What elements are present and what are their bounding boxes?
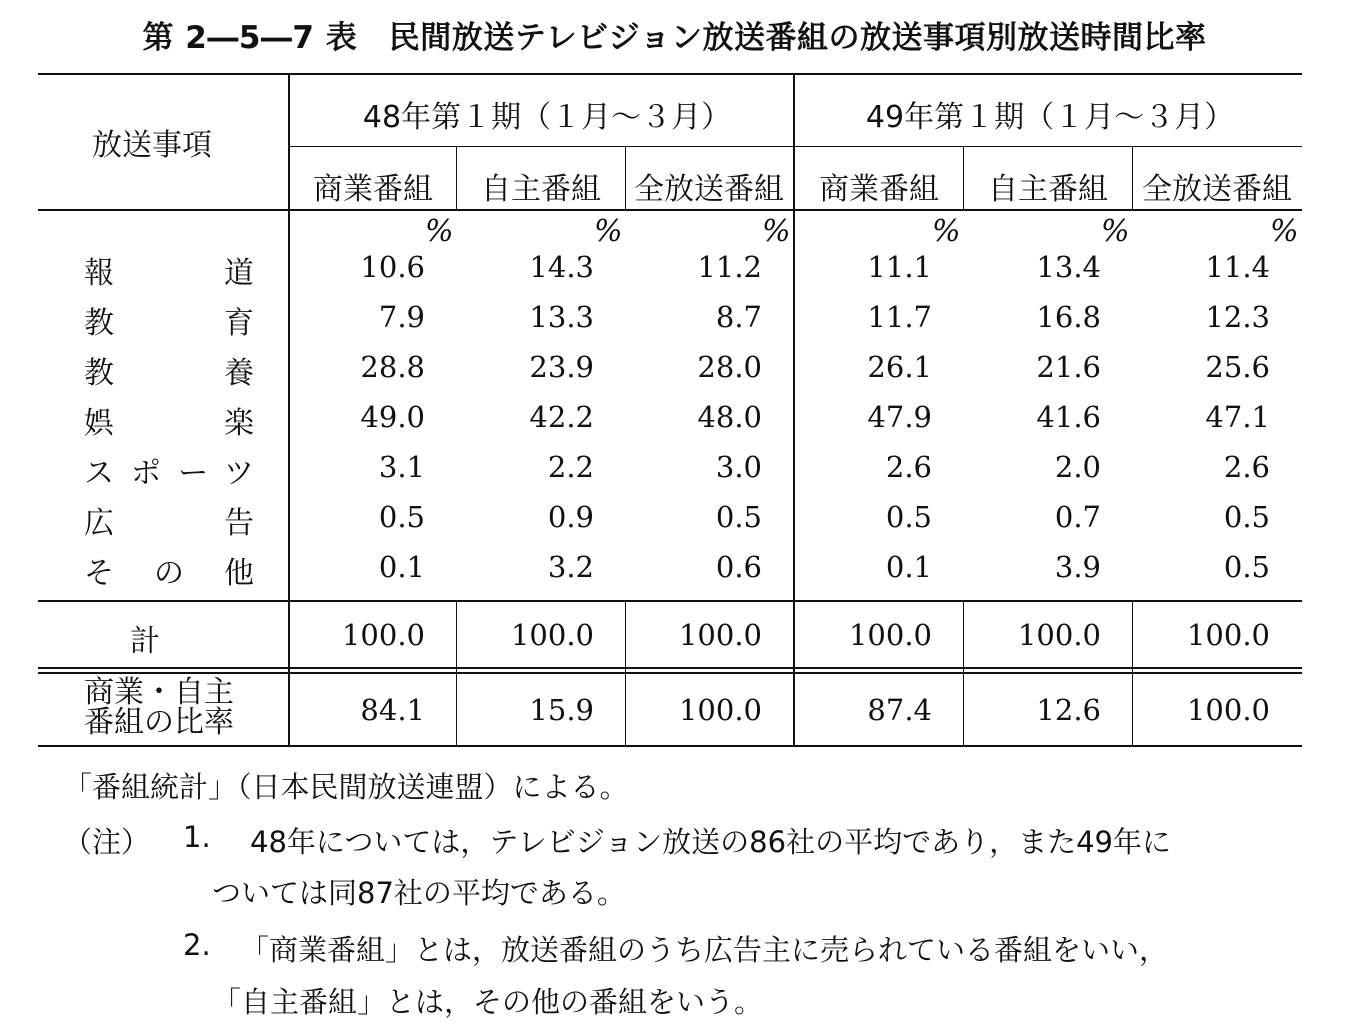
- vrule-c1: [456, 146, 457, 210]
- table-cell: 3.9: [1054, 550, 1101, 584]
- total-cell: 100.0: [1017, 618, 1101, 652]
- vrule-c5: [1132, 146, 1133, 210]
- table-cell: 41.6: [1036, 400, 1101, 434]
- table-cell: 49.0: [360, 400, 425, 434]
- table-cell: 14.3: [529, 250, 594, 284]
- total-cell: 100.0: [848, 618, 932, 652]
- table-cell: 0.6: [715, 550, 762, 584]
- table-cell: 47.9: [867, 400, 932, 434]
- total-cell: 100.0: [1186, 618, 1270, 652]
- sub-header-0: 商業番組: [313, 172, 433, 207]
- table-cell: 21.6: [1036, 350, 1101, 384]
- ratio-label-line1: 商業・自主: [84, 675, 234, 710]
- table-cell: 3.1: [378, 450, 425, 484]
- ratio-cell: 100.0: [1186, 693, 1270, 727]
- period-header-49: 49年第１期（１月～３月）: [865, 100, 1235, 135]
- table-cell: 11.4: [1205, 250, 1270, 284]
- rule-total-bottom-1: [38, 667, 1302, 669]
- table-cell: 0.1: [885, 550, 932, 584]
- table-cell: 48.0: [697, 400, 762, 434]
- table-cell: 0.5: [1223, 550, 1270, 584]
- rule-total-bottom-2: [38, 672, 1302, 674]
- table-cell: 23.9: [529, 350, 594, 384]
- table-cell: 13.3: [529, 300, 594, 334]
- rule-bottom: [38, 745, 1302, 747]
- note2-number: 2.: [183, 928, 211, 962]
- table-cell: 2.0: [1054, 450, 1101, 484]
- table-cell: 42.2: [529, 400, 594, 434]
- table-cell: 2.2: [547, 450, 594, 484]
- row-label: 教 養: [84, 356, 254, 391]
- ratio-cell: 84.1: [360, 693, 425, 727]
- source-note: 「番組統計」（日本民間放送連盟）による。: [63, 770, 629, 804]
- unit-1: %: [594, 214, 623, 249]
- ratio-cell: 12.6: [1036, 693, 1101, 727]
- table-cell: 0.7: [1054, 500, 1101, 534]
- table-cell: 11.1: [867, 250, 932, 284]
- rule-body-bottom: [38, 600, 1302, 602]
- table-cell: 28.8: [360, 350, 425, 384]
- table-cell: 13.4: [1036, 250, 1101, 284]
- table-cell: 11.7: [867, 300, 932, 334]
- table-cell: 0.5: [715, 500, 762, 534]
- row-label: 娯 楽: [84, 406, 254, 441]
- sub-header-5: 全放送番組: [1142, 172, 1292, 207]
- table-title: 第 2―5―7 表 民間放送テレビジョン放送番組の放送事項別放送時間比率: [142, 20, 1207, 56]
- unit-2: %: [762, 214, 791, 249]
- total-cell: 100.0: [341, 618, 425, 652]
- table-cell: 25.6: [1205, 350, 1270, 384]
- note1-line1: 48年については，テレビジョン放送の86社の平均であり，また49年に: [250, 825, 1171, 859]
- note2-line2: 「自主番組」とは，その他の番組をいう。: [212, 985, 764, 1019]
- table-cell: 3.0: [715, 450, 762, 484]
- table-cell: 16.8: [1036, 300, 1101, 334]
- table-cell: 0.5: [378, 500, 425, 534]
- unit-3: %: [932, 214, 961, 249]
- table-cell: 0.5: [885, 500, 932, 534]
- table-cell: 0.1: [378, 550, 425, 584]
- vrule-c4: [963, 146, 964, 210]
- total-label: 計: [130, 624, 160, 659]
- row-label: そ の 他: [84, 556, 254, 591]
- sub-header-3: 商業番組: [819, 172, 939, 207]
- table-cell: 2.6: [885, 450, 932, 484]
- unit-5: %: [1270, 214, 1299, 249]
- row-label: 教 育: [84, 306, 254, 341]
- table-cell: 8.7: [715, 300, 762, 334]
- sub-header-1: 自主番組: [481, 172, 601, 207]
- stub-header: 放送事項: [92, 128, 212, 163]
- ratio-label-line2: 番組の比率: [84, 705, 234, 740]
- table-cell: 0.5: [1223, 500, 1270, 534]
- note2-line1: 「商業番組」とは，放送番組のうち広告主に売られている番組をいい，: [240, 933, 1169, 967]
- table-cell: 2.6: [1223, 450, 1270, 484]
- note1-number: 1.: [183, 820, 211, 854]
- row-label: 広 告: [84, 506, 254, 541]
- rule-top: [38, 73, 1302, 75]
- table-cell: 7.9: [378, 300, 425, 334]
- table-cell: 3.2: [547, 550, 594, 584]
- row-label: スポーツ: [84, 456, 254, 491]
- table-cell: 11.2: [697, 250, 762, 284]
- table-cell: 12.3: [1205, 300, 1270, 334]
- total-cell: 100.0: [510, 618, 594, 652]
- sub-header-2: 全放送番組: [634, 172, 784, 207]
- total-cell: 100.0: [678, 618, 762, 652]
- row-label: 報 道: [84, 256, 254, 291]
- rule-period-under: [288, 146, 1302, 147]
- table-cell: 47.1: [1205, 400, 1270, 434]
- ratio-cell: 100.0: [678, 693, 762, 727]
- rule-header-bottom: [38, 209, 1302, 211]
- note-prefix: （注）: [63, 825, 151, 859]
- ratio-cell: 15.9: [529, 693, 594, 727]
- period-header-48: 48年第１期（１月～３月）: [362, 100, 732, 135]
- ratio-cell: 87.4: [867, 693, 932, 727]
- table-cell: 28.0: [697, 350, 762, 384]
- table-cell: 10.6: [360, 250, 425, 284]
- table-cell: 26.1: [867, 350, 932, 384]
- table-cell: 0.9: [547, 500, 594, 534]
- note1-line2: ついては同87社の平均である。: [212, 876, 626, 910]
- sub-header-4: 自主番組: [988, 172, 1108, 207]
- unit-4: %: [1101, 214, 1130, 249]
- unit-0: %: [425, 214, 454, 249]
